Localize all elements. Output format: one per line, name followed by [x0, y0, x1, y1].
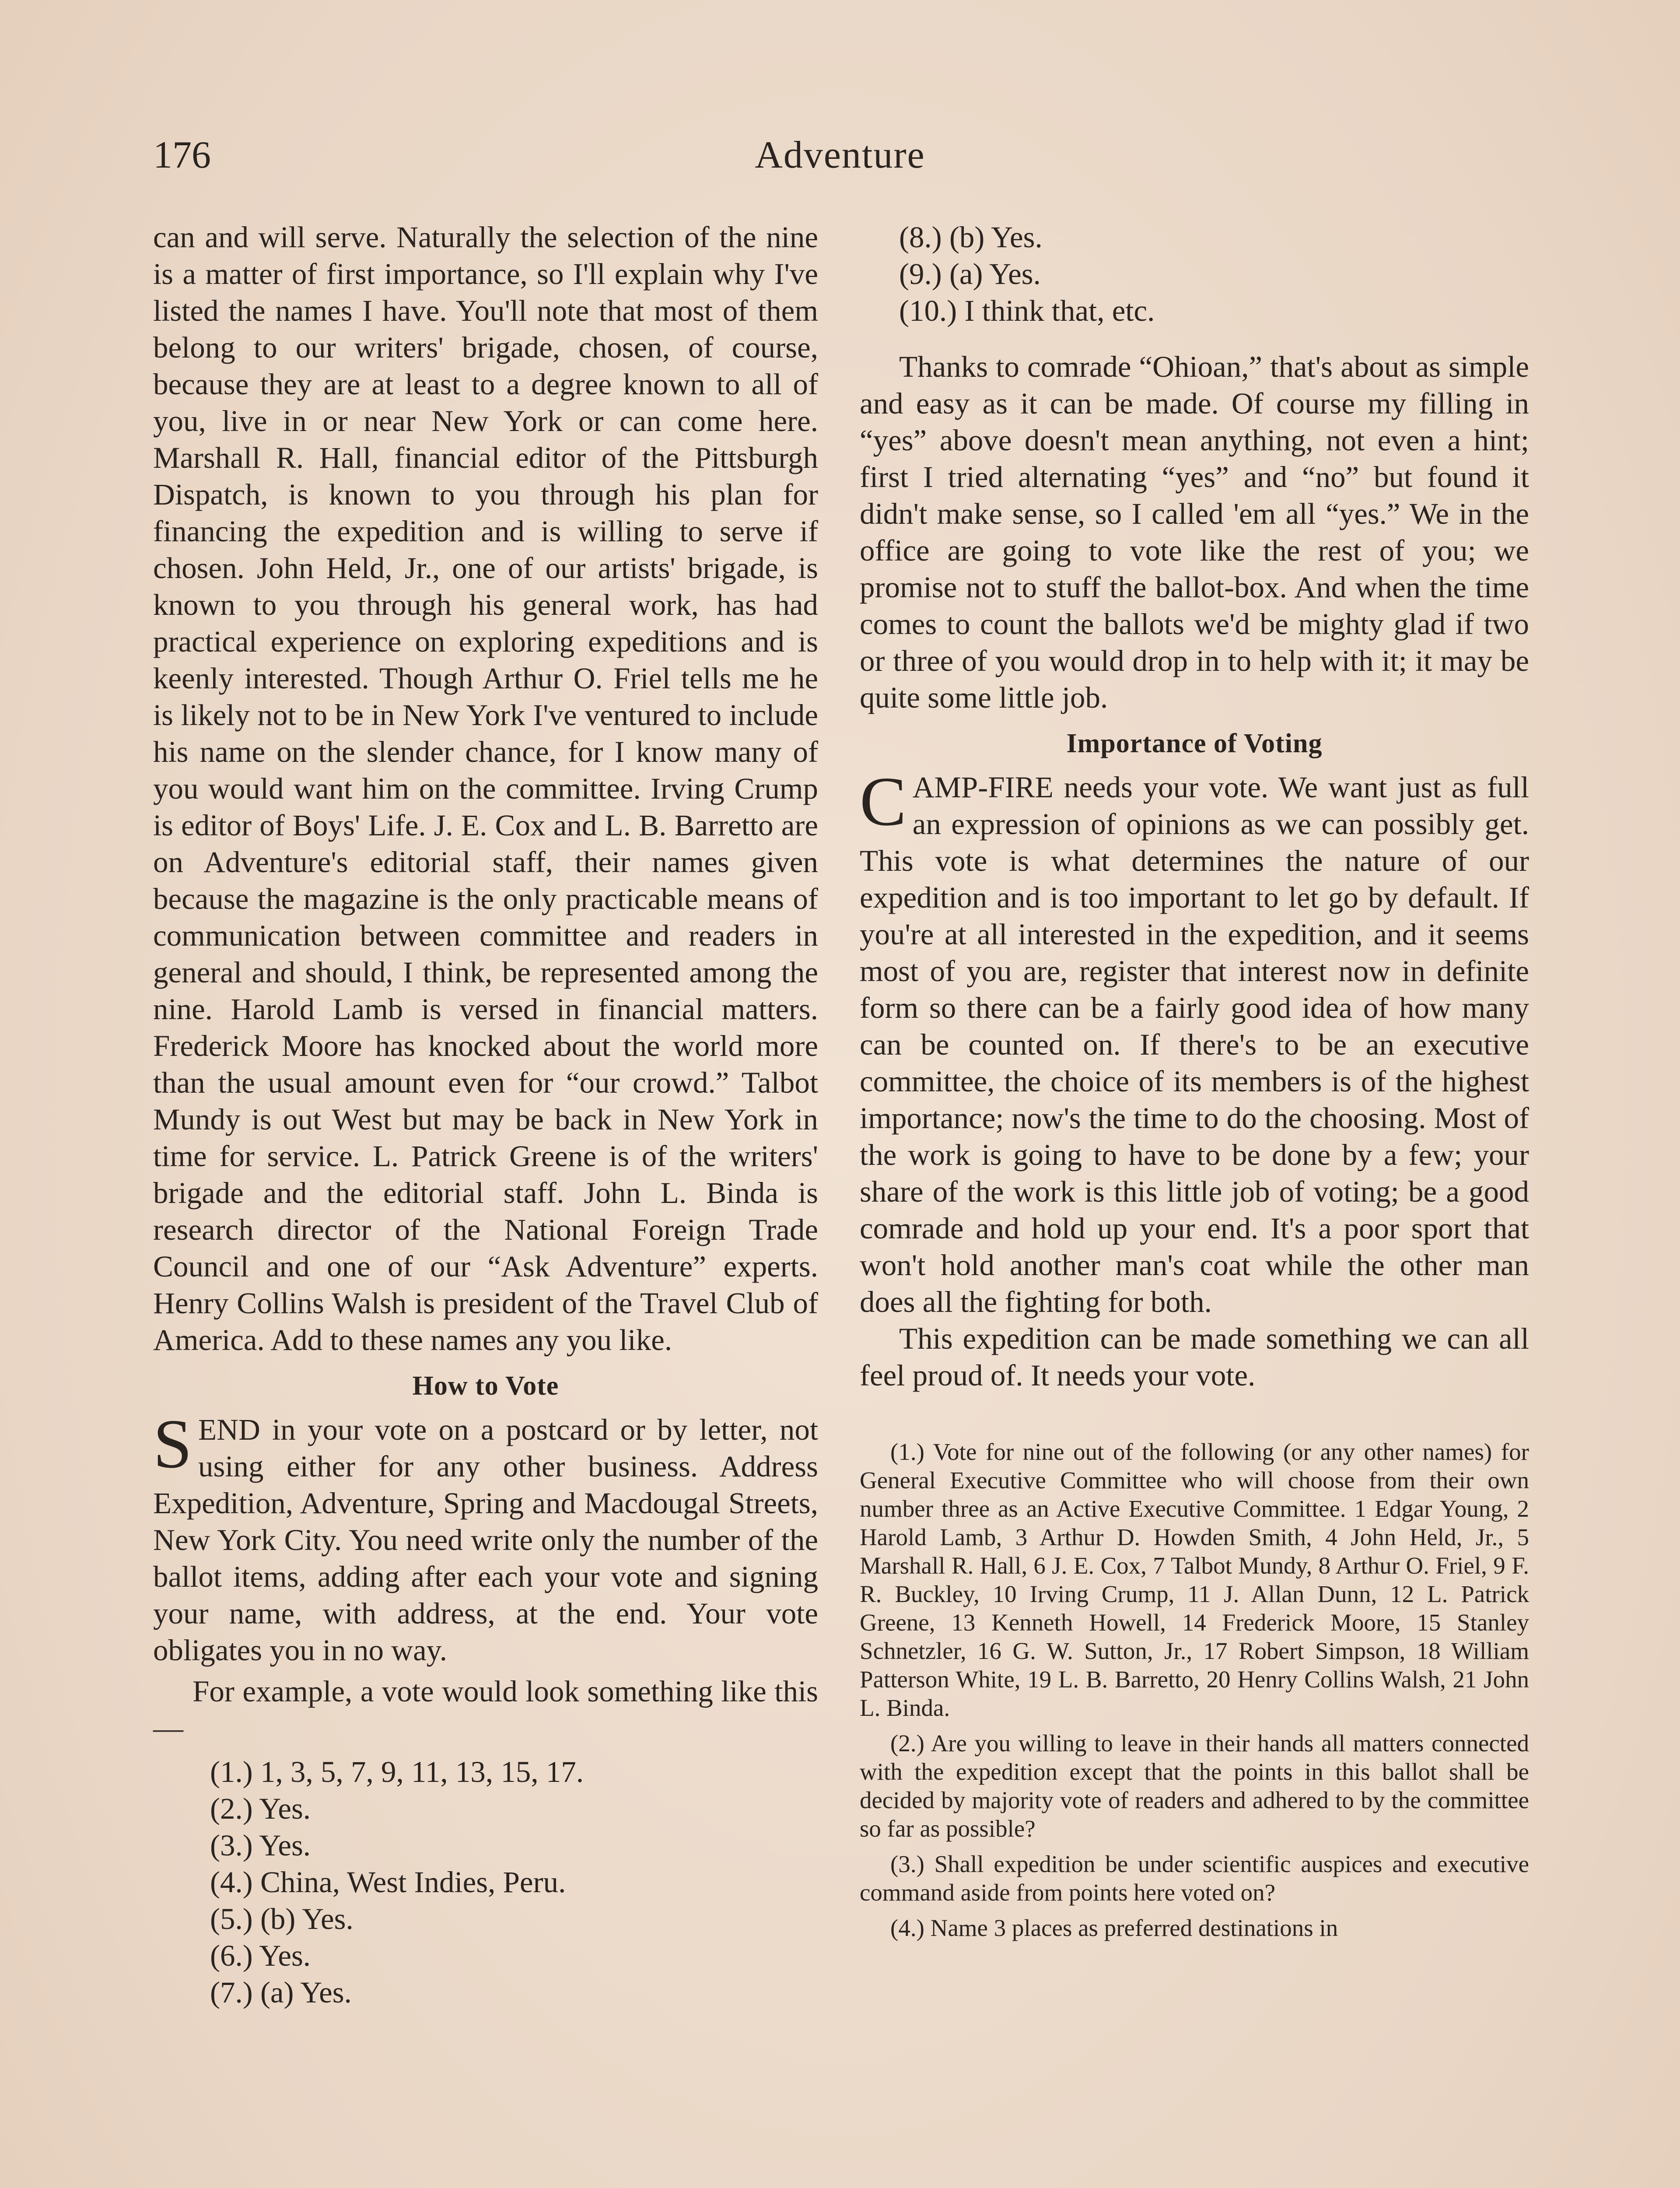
ballot-item: (8.) (b) Yes. [899, 221, 1043, 254]
ballot-example-list-continued [860, 219, 1529, 329]
send-text: END in your vote on a postcard or by letter, not using either for any other business. Address Expedition, Adventure, Spring and Macdougal Streets, New York City. You need write only the number of the ballot items, adding after each your vote and signing your name, with address, at the end. Your vote obligates you in no way. [153, 1413, 818, 1667]
ballot-item: (1.) 1, 3, 5, 7, 9, 11, 13, 15, 17. [210, 1755, 584, 1788]
ballot-item: (4.) China, West Indies, Peru. [210, 1865, 566, 1899]
camp-text: AMP-FIRE needs your vote. We want just as full an expression of opinions as we can possibly get. This vote is what determines the nature of our expedition and is too important to let go by default. If you're at all interested in the expedition, and it seems most of you are, register that interest now in definite form so there can be a fairly good idea of how many can be counted on. If there's to be an executive committee, the choice of its members is of the highest importance; now's the time to do the choosing. Most of the work is going to have to be done by a few; your share of the work is this little job of voting; be a good comrade and hold up your end. It's a poor sport that won't hold another man's coat while the other man does all the fighting for both. [860, 771, 1529, 1318]
section-heading-how-to-vote: How to Vote [412, 1371, 559, 1401]
ballot-example-list [153, 1753, 818, 2011]
ballot-question-2: (2.) Are you willing to leave in their hands all matters connected with the expedition except that the points in this ballot shall be decided by majority vote of readers and adhered to by the committee so far as possible? [860, 1730, 1529, 1842]
ballot-item: (7.) (a) Yes. [210, 1976, 352, 2009]
body-paragraph-example: For example, a vote would look something like this— [153, 1675, 818, 1745]
ballot-item: (5.) (b) Yes. [210, 1902, 354, 1936]
body-paragraph-send [153, 1405, 818, 1669]
body-paragraph-committee: can and will serve. Naturally the selection of the nine is a matter of first importance, so I'll explain why I've listed the names I have. You'll note that most of them belong to our writers' brigade, chosen, of course, because they are at least to a degree known to all of you, live in or near New York or can come here. Marshall R. Hall, financial editor of the Pittsburgh Dispatch, is known to you through his plan for financing the expedition and is willing to serve if chosen. John Held, Jr., one of our artists' brigade, is known to you through his general work, has had practical experience on exploring expeditions and is keenly interested. Though Arthur O. Friel tells me he is likely not to be in New York I've ventured to include his name on the slender chance, for I know many of you would want him on the committee. Irving Crump is editor of Boys' Life. J. E. Cox and L. B. Barretto are on Adventure's editorial staff, their names given because the magazine is the only practicable means of communication between committee and readers in general and should, I think, be represented among the nine. Harold Lamb is versed in financial matters. Frederick Moore has knocked about the world more than the usual amount even for “our crowd.” Talbot Mundy is out West but may be back in New York in time for service. L. Patrick Greene is of the writers' brigade and the editorial staff. John L. Binda is research director of the National Foreign Trade Council and one of our “Ask Adventure” experts. Henry Collins Walsh is president of the Travel Club of America. Add to these names any you like. [153, 221, 818, 1357]
body-paragraph-camp-fire [860, 762, 1529, 1320]
ballot-item: (9.) (a) Yes. [899, 257, 1041, 291]
page-header [153, 125, 1527, 186]
body-paragraph-expedition: This expedition can be made something we can all feel proud of. It needs your vote. [860, 1322, 1529, 1392]
drop-cap: S [153, 1405, 192, 1483]
page-number: 176 [153, 134, 211, 176]
running-head: Adventure [755, 134, 925, 176]
ballot-item: (10.) I think that, etc. [899, 294, 1155, 327]
ballot-item: (2.) Yes. [210, 1792, 311, 1825]
body-paragraph-thanks: Thanks to comrade “Ohioan,” that's about as simple and easy as it can be made. Of course my filling in “yes” above doesn't mean anything, not even a hint; first I tried alternating “yes” and “no” but found it didn't make sense, so I called 'em all “yes.” We in the office are going to vote like the rest of you; we promise not to stuff the ballot-box. And when the time comes to count the ballots we'd be mighty glad if two or three of you would drop in to help with it; it may be quite some little job. [860, 350, 1529, 714]
ballot-question-1: (1.) Vote for nine out of the following (or any other names) for General Executive Committee who will choose from their own number three as an Active Executive Committee. 1 Edgar Young, 2 Harold Lamb, 3 Arthur D. Howden Smith, 4 John Held, Jr., 5 Marshall R. Hall, 6 J. E. Cox, 7 Talbot Mundy, 8 Arthur O. Friel, 9 F. R. Buckley, 10 Irving Crump, 11 J. Allan Dunn, 12 L. Patrick Greene, 13 Kenneth Howell, 14 Frederick Moore, 15 Stanley Schnetzler, 16 G. W. Sutton, Jr., 17 Robert Simpson, 18 William Patterson White, 19 L. B. Barretto, 20 Henry Collins Walsh, 21 John L. Binda. [860, 1438, 1529, 1721]
drop-cap: C [860, 762, 906, 840]
left-column [153, 219, 818, 2011]
section-heading-importance: Importance of Voting [1066, 729, 1323, 758]
ballot-item: (3.) Yes. [210, 1829, 311, 1862]
ballot-question-3: (3.) Shall expedition be under scientific auspices and executive command aside from points here voted on? [860, 1851, 1529, 1906]
ballot-question-4: (4.) Name 3 places as preferred destinations in [890, 1914, 1338, 1941]
right-column [860, 219, 1529, 1949]
ballot-fine-print [860, 1438, 1529, 1942]
ballot-item: (6.) Yes. [210, 1939, 311, 1972]
